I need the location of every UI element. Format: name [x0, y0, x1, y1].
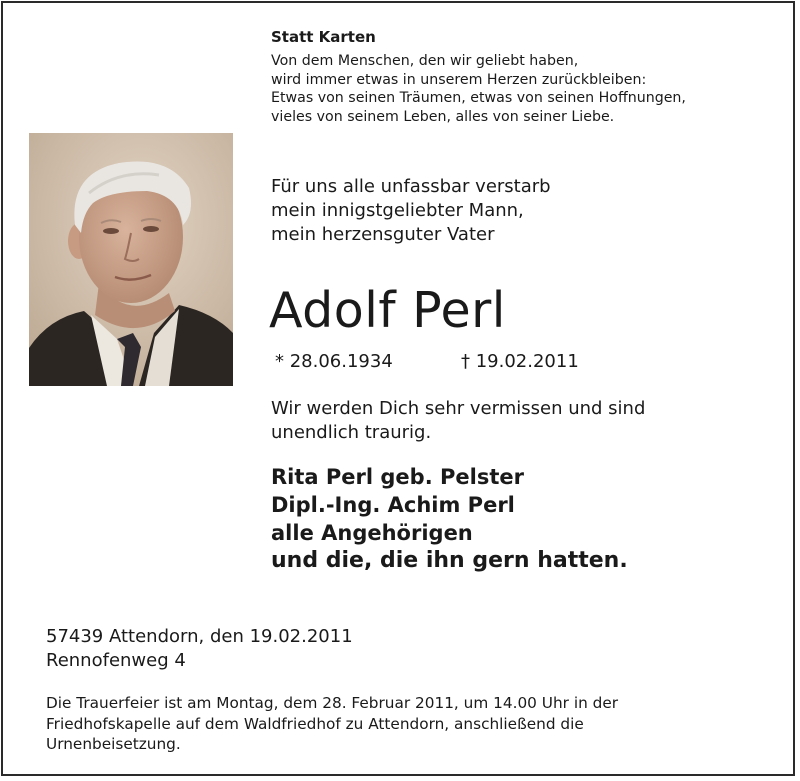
announcement-text	[271, 175, 551, 247]
funeral-details	[46, 693, 618, 755]
portrait-photo	[29, 133, 233, 386]
funeral-line: Friedhofskapelle auf dem Waldfriedhof zu Attendorn, anschließend die	[46, 714, 584, 733]
mourner-line: Rita Perl geb. Pelster	[271, 465, 524, 489]
funeral-line: Die Trauerfeier ist am Montag, dem 28. Februar 2011, um 14.00 Uhr in der	[46, 694, 619, 712]
deceased-name: Adolf Perl	[269, 282, 506, 339]
mourner-line: alle Angehörigen	[271, 521, 473, 545]
farewell-message	[271, 397, 645, 445]
mourners-list	[271, 463, 628, 575]
street-line: Rennofenweg 4	[46, 650, 186, 671]
funeral-line: Urnenbeisetzung.	[46, 735, 181, 753]
announcement-line: Für uns alle unfassbar verstarb	[271, 176, 551, 197]
mourner-line: Dipl.-Ing. Achim Perl	[271, 493, 515, 517]
farewell-line: unendlich traurig.	[271, 422, 432, 443]
poem-line: vieles von seinem Leben, alles von seiner Liebe.	[271, 108, 615, 125]
statt-karten-heading: Statt Karten	[271, 28, 376, 46]
poem-verse	[271, 52, 686, 126]
death-date: † 19.02.2011	[461, 351, 579, 372]
announcement-line: mein innigstgeliebter Mann,	[271, 200, 524, 221]
poem-line: Von dem Menschen, den wir geliebt haben,	[271, 53, 579, 69]
birth-date: * 28.06.1934	[275, 351, 393, 372]
poem-line: Etwas von seinen Träumen, etwas von seinen Hoffnungen,	[271, 90, 686, 107]
poem-line: wird immer etwas in unserem Herzen zurückbleiben:	[271, 71, 647, 88]
mourner-line: und die, die ihn gern hatten.	[271, 548, 628, 573]
address-block	[46, 625, 353, 673]
farewell-line: Wir werden Dich sehr vermissen und sind	[271, 398, 646, 419]
place-date-line: 57439 Attendorn, den 19.02.2011	[46, 626, 353, 647]
announcement-line: mein herzensguter Vater	[271, 224, 495, 245]
